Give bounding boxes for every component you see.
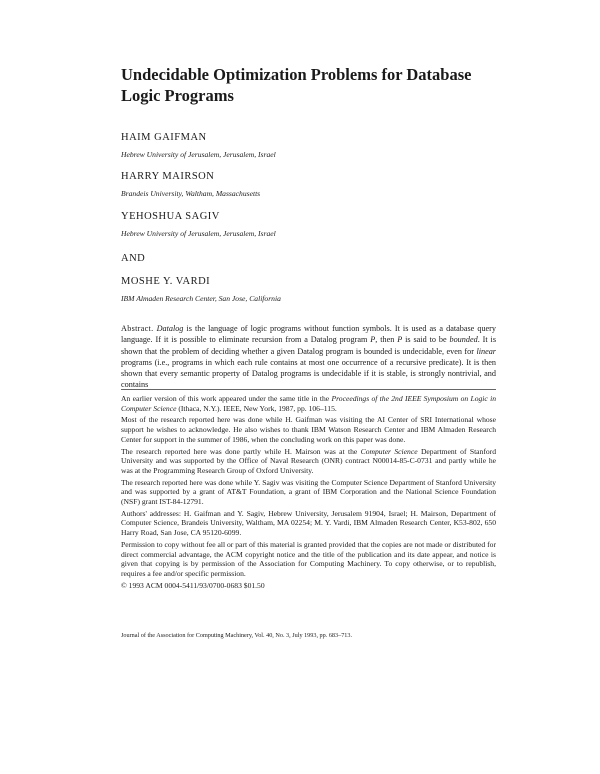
note-permission: Permission to copy without fee all or part of this material is granted provided that the copies are not made or distributed for direct commercial advantage, the ACM copyright notice and the title of the publication and its date appear, and notice is given that copying is by permission of the Association for Computing Machinery. To copy otherwise, or to republish, requires a fee and/or specific permission. [121,539,496,578]
abstract-text: . It is shown that the problem of deciding whether a given Datalog program is bounded is undecidable, even for [121,335,497,356]
abstract-text: is the language of logic programs without function symbols. It is used as a database query language. If it is possible to eliminate recursion from a Datalog program [121,324,497,345]
author-affiliation: IBM Almaden Research Center, San Jose, California [121,294,281,303]
abstract [121,323,496,391]
abstract-text: is said to be [402,335,450,345]
author-name: HAIM GAIFMAN [121,132,207,143]
title-line-1: Undecidable Optimization Problems for Database [121,65,472,84]
author-name: YEHOSHUA SAGIV [121,211,220,222]
note-sagiv-support: The research reported here was done while Y. Sagiv was visiting the Computer Science Department of Stanford University and was supported by a grant of AT&T Foundation, a grant of IBM Corporation and the National Science Foundation (NSF) grant IST-84-12791. [121,477,496,507]
abstract-label: Abstract. [121,324,154,333]
abstract-text: linear [476,346,496,356]
abstract-text: , then [375,335,398,345]
note-mairson-support: The research reported here was done partly while H. Mairson was at the Computer Science Department of Stanford University and was supported by the Office of Naval Research (ONR) contract N00014-85-C-0731 and partly while he was at the Programming Research Group of Oxford University. [121,446,496,475]
abstract-text: bounded [449,335,478,345]
abstract-text: programs (i.e., programs in which each rule contains at most one occurrence of a recursive predicate). It is then shown that every semantic property of Datalog programs is undecidable if it is stable, is strongly nontrivial, and contains [121,357,496,390]
title-line-2: Logic Programs [121,86,234,105]
author-affiliation: Hebrew University of Jerusalem, Jerusalem, Israel [121,229,276,238]
paper-title [121,64,501,106]
abstract-text: Datalog [156,324,184,333]
note-earlier-version: An earlier version of this work appeared under the same title in the Proceedings of the 2nd IEEE Symposium on Logic in Computer Science (Ithaca, N.Y.). IEEE, New York, 1987, pp. 106–115. [121,394,496,413]
author-affiliation: Brandeis University, Waltham, Massachusetts [121,189,261,198]
author-name: MOSHE Y. VARDI [121,276,211,287]
author-affiliation: Hebrew University of Jerusalem, Jerusalem, Israel [121,150,276,159]
note-gaifman-support: Most of the research reported here was done while H. Gaifman was visiting the AI Center of SRI International whose support he wishes to acknowledge. He also wishes to thank IBM Watson Research Center and IBM Almaden Research Center for support in the summer of 1986, when the concluding work on this paper was done. [121,415,496,444]
note-addresses: Authors' addresses: H. Gaifman and Y. Sagiv, Hebrew University, Jerusalem 91904, Israel; H. Mairson, Department of Computer Science, Brandeis University, Waltham, MA 02254; M. Y. Vardi, IBM Almaden Research Center, K53-802, 650 Harry Road, San Jose, CA 95120-6099. [121,508,496,538]
divider [121,389,496,390]
first-page-notes [121,394,496,592]
author-name: HARRY MAIRSON [121,171,215,182]
abstract-text: P [397,335,403,345]
journal-footer: Journal of the Association for Computing Machinery, Vol. 40, No. 3, July 1993, pp. 683–713. [121,632,353,639]
and-separator: AND [121,253,146,264]
abstract-text: P [370,335,376,345]
note-copyright: © 1993 ACM 0004-5411/93/0700-0683 $01.50 [121,580,265,590]
